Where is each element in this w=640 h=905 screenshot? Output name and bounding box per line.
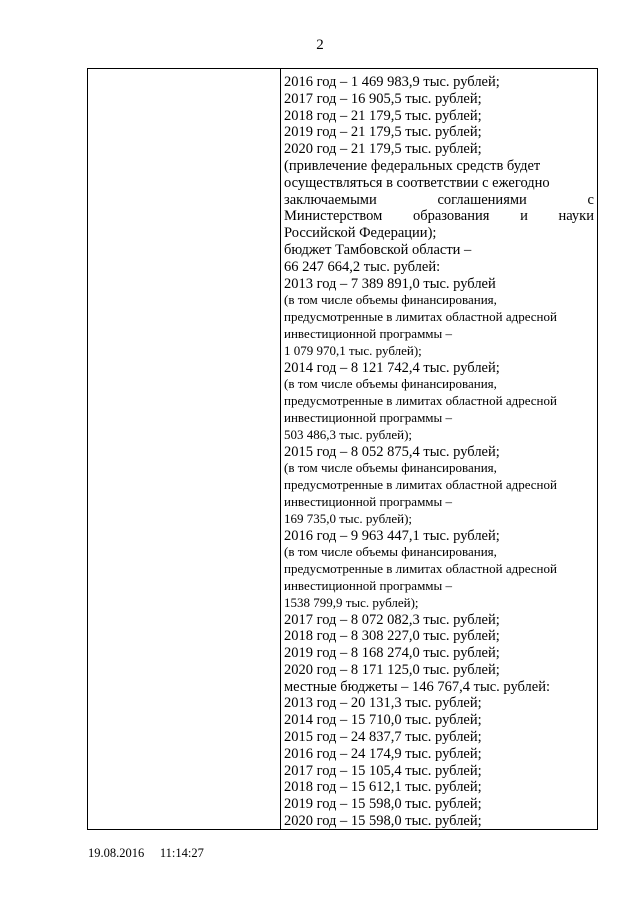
text-line: 2016 год – 24 174,9 тыс. рублей; (284, 745, 482, 762)
document-table (87, 68, 598, 830)
text-line: 2019 год – 15 598,0 тыс. рублей; (284, 796, 482, 813)
text-line: (в том числе объемы финансирования, (284, 292, 497, 308)
text-line: 2014 год – 8 121 742,4 тыс. рублей; (284, 359, 500, 376)
text-line: 2018 год – 8 308 227,0 тыс. рублей; (284, 628, 500, 645)
text-line: осуществляться в соответствии с ежегодно (284, 174, 550, 191)
text-line: 2016 год – 9 963 447,1 тыс. рублей; (284, 527, 500, 544)
text-line: 1 079 970,1 тыс. рублей); (284, 342, 422, 358)
text-line: 2017 год – 15 105,4 тыс. рублей; (284, 762, 482, 779)
text-line: 2019 год – 8 168 274,0 тыс. рублей; (284, 645, 500, 662)
text-line: 2020 год – 15 598,0 тыс. рублей; (284, 813, 482, 830)
text-line: 2014 год – 15 710,0 тыс. рублей; (284, 712, 482, 729)
text-word: образования (412, 208, 490, 225)
text-line: 503 486,3 тыс. рублей); (284, 426, 413, 442)
text-line: 2018 год – 21 179,5 тыс. рублей; (284, 107, 482, 124)
text-word: и (520, 208, 528, 225)
text-line: 66 247 664,2 тыс. рублей: (284, 258, 441, 275)
text-line: 2018 год – 15 612,1 тыс. рублей; (284, 779, 482, 796)
text-line: инвестиционной программы – (284, 493, 453, 509)
text-word: Министерством (284, 208, 383, 225)
text-word: соглашениями (437, 191, 527, 208)
text-line: предусмотренные в лимитах областной адресной (284, 477, 557, 493)
text-line: предусмотренные в лимитах областной адресной (284, 309, 557, 325)
page-number: 2 (316, 37, 324, 53)
text-line: 2015 год – 8 052 875,4 тыс. рублей; (284, 443, 500, 460)
text-line: (в том числе объемы финансирования, (284, 376, 497, 392)
text-line: (в том числе объемы финансирования, (284, 544, 497, 560)
text-word: заключаемыми (284, 191, 377, 208)
text-line: (привлечение федеральных средств будет (284, 157, 541, 174)
text-line: инвестиционной программы – (284, 409, 453, 425)
text-line (284, 192, 594, 209)
footer-timestamp: 19.08.2016 11:14:27 (88, 846, 204, 860)
text-line: 2016 год – 1 469 983,9 тыс. рублей; (284, 74, 500, 90)
text-line: 2017 год – 8 072 082,3 тыс. рублей; (284, 611, 500, 628)
text-line: 2019 год – 21 179,5 тыс. рублей; (284, 124, 482, 141)
text-line: 2013 год – 7 389 891,0 тыс. рублей (284, 275, 496, 292)
text-line: 2013 год – 20 131,3 тыс. рублей; (284, 695, 482, 712)
table-left-cell (88, 69, 281, 829)
table-right-cell (284, 74, 594, 830)
text-line: инвестиционной программы – (284, 325, 453, 341)
text-word: с (587, 191, 594, 208)
text-line: местные бюджеты – 146 767,4 тыс. рублей: (284, 678, 550, 695)
text-line: инвестиционной программы – (284, 577, 453, 593)
text-line: 169 735,0 тыс. рублей); (284, 510, 413, 526)
text-line: 2020 год – 8 171 125,0 тыс. рублей; (284, 661, 500, 678)
text-line: бюджет Тамбовской области – (284, 241, 472, 258)
text-line: 1538 799,9 тыс. рублей); (284, 594, 419, 610)
text-line: предусмотренные в лимитах областной адресной (284, 393, 557, 409)
text-word: науки (558, 208, 594, 225)
text-line (284, 208, 594, 225)
text-line: предусмотренные в лимитах областной адресной (284, 561, 557, 577)
text-line: (в том числе объемы финансирования, (284, 460, 497, 476)
text-line: Российской Федерации); (284, 225, 437, 242)
text-line: 2017 год – 16 905,5 тыс. рублей; (284, 90, 482, 107)
text-line: 2020 год – 21 179,5 тыс. рублей; (284, 141, 482, 158)
text-line: 2015 год – 24 837,7 тыс. рублей; (284, 729, 482, 746)
